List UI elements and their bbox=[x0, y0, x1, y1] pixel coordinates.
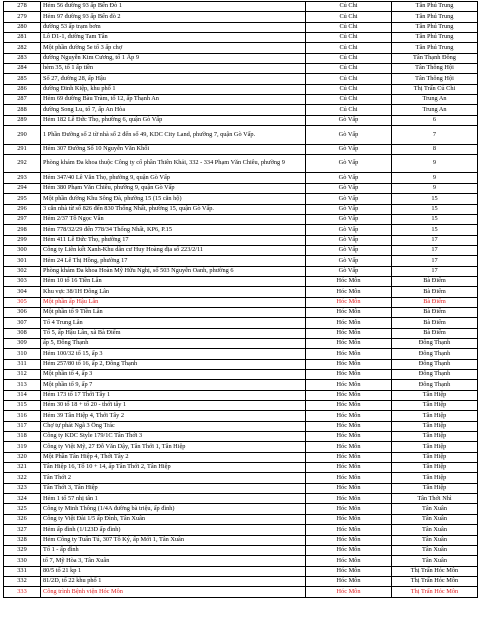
ward-cell: 15 bbox=[392, 214, 478, 224]
table-row bbox=[4, 587, 478, 597]
row-number-cell: 289 bbox=[4, 115, 41, 125]
ward-cell: Đông Thạnh bbox=[392, 359, 478, 369]
ward-cell: Tân Hiệp bbox=[392, 401, 478, 411]
row-number-cell: 306 bbox=[4, 307, 41, 317]
row-number-cell: 333 bbox=[4, 587, 41, 597]
ward-cell: Trung An bbox=[392, 95, 478, 105]
district-cell: Gò Vấp bbox=[306, 194, 392, 204]
address-cell: Một Phần Tân Hiệp 4, Thới Tây 2 bbox=[41, 452, 306, 462]
address-cell: Hẻm 307 Đường Số 10 Nguyễn Văn Khối bbox=[41, 144, 306, 154]
address-cell: Hẻm 10 tổ 16 Tiền Lân bbox=[41, 276, 306, 286]
address-cell: Một phần đường Khu Sông Đà, phường 15 (15 căn hộ) bbox=[41, 194, 306, 204]
table-row bbox=[4, 463, 478, 473]
row-number-cell: 290 bbox=[4, 126, 41, 145]
district-cell: Hóc Môn bbox=[306, 566, 392, 576]
address-cell: Phòng khám Đa khoa Hoàn Mỹ Hữu Nghị, số 503 Nguyễn Oanh, phường 6 bbox=[41, 266, 306, 276]
district-cell: Hóc Môn bbox=[306, 525, 392, 535]
row-number-cell: 303 bbox=[4, 276, 41, 286]
table-row bbox=[4, 204, 478, 214]
district-cell: Hóc Môn bbox=[306, 338, 392, 348]
table-row bbox=[4, 105, 478, 115]
address-cell: đường Nguyễn Kim Cương, tổ 1 Ấp 9 bbox=[41, 53, 306, 63]
address-cell: Tổ 4 Trung Lân bbox=[41, 318, 306, 328]
table-row bbox=[4, 95, 478, 105]
row-number-cell: 314 bbox=[4, 390, 41, 400]
ward-cell: Tân Phú Trung bbox=[392, 22, 478, 32]
row-number-cell: 292 bbox=[4, 154, 41, 173]
table-row bbox=[4, 380, 478, 390]
address-cell: Hẻm 2/37 Tô Ngọc Vân bbox=[41, 214, 306, 224]
table-row bbox=[4, 12, 478, 22]
ward-cell: 9 bbox=[392, 173, 478, 183]
district-cell: Gò Vấp bbox=[306, 115, 392, 125]
table-row bbox=[4, 525, 478, 535]
address-cell: Hẻm Công ty Tuấn Tú, 307 Tô Ký, ấp Mới 1, Tân Xuân bbox=[41, 535, 306, 545]
district-cell: Hóc Môn bbox=[306, 328, 392, 338]
district-cell: Gò Vấp bbox=[306, 204, 392, 214]
district-cell: Củ Chi bbox=[306, 43, 392, 53]
district-cell: Củ Chi bbox=[306, 95, 392, 105]
district-cell: Gò Vấp bbox=[306, 126, 392, 145]
row-number-cell: 300 bbox=[4, 245, 41, 255]
district-cell: Hóc Môn bbox=[306, 514, 392, 524]
address-cell: Hẻm 1 tổ 57 nhị tân 1 bbox=[41, 494, 306, 504]
row-number-cell: 317 bbox=[4, 421, 41, 431]
address-cell: Hẻm 411 Lê Đức Thọ, phường 17 bbox=[41, 235, 306, 245]
address-cell: Hẻm 347/40 Lê Văn Thọ, phường 9, quận Gò Vấp bbox=[41, 173, 306, 183]
address-cell: Tổ 5, ấp Hậu Lân, xã Bà Điểm bbox=[41, 328, 306, 338]
row-number-cell: 288 bbox=[4, 105, 41, 115]
table-row bbox=[4, 53, 478, 63]
district-cell: Hóc Môn bbox=[306, 576, 392, 586]
ward-cell: Tân Xuân bbox=[392, 504, 478, 514]
address-cell: đường 53 ấp trạm bơm bbox=[41, 22, 306, 32]
district-cell: Hóc Môn bbox=[306, 401, 392, 411]
row-number-cell: 316 bbox=[4, 411, 41, 421]
ward-cell: Đông Thạnh bbox=[392, 370, 478, 380]
table-row bbox=[4, 432, 478, 442]
district-cell: Gò Vấp bbox=[306, 235, 392, 245]
ward-cell: Tân Phú Trung bbox=[392, 12, 478, 22]
ward-cell: Tân Xuân bbox=[392, 514, 478, 524]
district-cell: Hóc Môn bbox=[306, 432, 392, 442]
district-cell: Hóc Môn bbox=[306, 442, 392, 452]
row-number-cell: 328 bbox=[4, 535, 41, 545]
address-cell: Tân Thới 2 bbox=[41, 473, 306, 483]
district-cell: Hóc Môn bbox=[306, 504, 392, 514]
district-cell: Hóc Môn bbox=[306, 276, 392, 286]
ward-cell: Tân Hiệp bbox=[392, 390, 478, 400]
ward-cell: Bà Điểm bbox=[392, 297, 478, 307]
address-cell: 3 căn nhà từ số 826 đến 830 Thống Nhất, phường 15, quận Gò Vấp. bbox=[41, 204, 306, 214]
ward-cell: Tân Hiệp bbox=[392, 421, 478, 431]
district-cell: Gò Vấp bbox=[306, 214, 392, 224]
table-row bbox=[4, 126, 478, 145]
address-cell: tổ 7, Mỹ Hòa 3, Tân Xuân bbox=[41, 556, 306, 566]
table-row bbox=[4, 43, 478, 53]
ward-cell: 17 bbox=[392, 266, 478, 276]
row-number-cell: 310 bbox=[4, 349, 41, 359]
row-number-cell: 323 bbox=[4, 483, 41, 493]
ward-cell: 9 bbox=[392, 183, 478, 193]
address-table bbox=[3, 1, 478, 598]
ward-cell: Bà Điểm bbox=[392, 328, 478, 338]
table-row bbox=[4, 154, 478, 173]
table-row bbox=[4, 297, 478, 307]
table-row bbox=[4, 245, 478, 255]
ward-cell: Đông Thạnh bbox=[392, 380, 478, 390]
ward-cell: Tân Hiệp bbox=[392, 483, 478, 493]
district-cell: Gò Vấp bbox=[306, 225, 392, 235]
table-row bbox=[4, 535, 478, 545]
ward-cell: 9 bbox=[392, 154, 478, 173]
row-number-cell: 286 bbox=[4, 84, 41, 94]
district-cell: Hóc Môn bbox=[306, 370, 392, 380]
table-row bbox=[4, 494, 478, 504]
row-number-cell: 281 bbox=[4, 33, 41, 43]
row-number-cell: 330 bbox=[4, 556, 41, 566]
district-cell: Gò Vấp bbox=[306, 256, 392, 266]
district-cell: Gò Vấp bbox=[306, 183, 392, 193]
row-number-cell: 308 bbox=[4, 328, 41, 338]
address-cell: Một phần tổ 4, ấp 3 bbox=[41, 370, 306, 380]
district-cell: Hóc Môn bbox=[306, 452, 392, 462]
table-row bbox=[4, 64, 478, 74]
ward-cell: Tân Hiệp bbox=[392, 463, 478, 473]
table-row bbox=[4, 421, 478, 431]
district-cell: Gò Vấp bbox=[306, 173, 392, 183]
ward-cell: 17 bbox=[392, 235, 478, 245]
table-row bbox=[4, 576, 478, 586]
address-cell: Một phần ấp Hậu Lân bbox=[41, 297, 306, 307]
ward-cell: Bà Điểm bbox=[392, 307, 478, 317]
ward-cell: 6 bbox=[392, 115, 478, 125]
row-number-cell: 324 bbox=[4, 494, 41, 504]
address-cell: Phòng khám Đa khoa thuộc Công ty cổ phần Thiên Khải, 332 - 334 Phạm Văn Chiêu, phường 9 bbox=[41, 154, 306, 173]
address-cell: Công trình Bệnh viện Hóc Môn bbox=[41, 587, 306, 597]
address-cell: 80/5 tổ 21 kp 1 bbox=[41, 566, 306, 576]
ward-cell: Tân Xuân bbox=[392, 525, 478, 535]
ward-cell: 17 bbox=[392, 245, 478, 255]
table-row bbox=[4, 452, 478, 462]
row-number-cell: 279 bbox=[4, 12, 41, 22]
ward-cell: Bà Điểm bbox=[392, 318, 478, 328]
district-cell: Hóc Môn bbox=[306, 556, 392, 566]
ward-cell: Bà Điểm bbox=[392, 276, 478, 286]
ward-cell: Tân Hiệp bbox=[392, 473, 478, 483]
row-number-cell: 302 bbox=[4, 266, 41, 276]
district-cell: Gò Vấp bbox=[306, 144, 392, 154]
address-table-body bbox=[4, 2, 478, 598]
district-cell: Hóc Môn bbox=[306, 380, 392, 390]
ward-cell: Tân Xuân bbox=[392, 535, 478, 545]
ward-cell: Tân Thông Hội bbox=[392, 74, 478, 84]
ward-cell: 8 bbox=[392, 144, 478, 154]
address-cell: Tân Hiệp 16, Tổ 10 + 14, ấp Tân Thới 2, Tân Hiệp bbox=[41, 463, 306, 473]
address-cell: Tổ 1 - ấp đình bbox=[41, 545, 306, 555]
ward-cell: Thị Trấn Củ Chi bbox=[392, 84, 478, 94]
ward-cell: Tân Phú Trung bbox=[392, 2, 478, 12]
ward-cell: Đông Thạnh bbox=[392, 338, 478, 348]
row-number-cell: 332 bbox=[4, 576, 41, 586]
ward-cell: 15 bbox=[392, 225, 478, 235]
district-cell: Củ Chi bbox=[306, 33, 392, 43]
table-row bbox=[4, 411, 478, 421]
row-number-cell: 282 bbox=[4, 43, 41, 53]
ward-cell: Tân Phú Trung bbox=[392, 43, 478, 53]
table-row bbox=[4, 349, 478, 359]
row-number-cell: 280 bbox=[4, 22, 41, 32]
table-row bbox=[4, 287, 478, 297]
row-number-cell: 284 bbox=[4, 64, 41, 74]
ward-cell: Thị Trấn Hóc Môn bbox=[392, 566, 478, 576]
row-number-cell: 297 bbox=[4, 214, 41, 224]
row-number-cell: 285 bbox=[4, 74, 41, 84]
address-cell: Hẻm 182 Lê Đức Thọ, phường 6, quận Gò Vấp bbox=[41, 115, 306, 125]
table-row bbox=[4, 266, 478, 276]
address-cell: Số 27, đường 28, ấp Hậu bbox=[41, 74, 306, 84]
address-cell: Công ty Việt Đài 1/5 ấp Đình, Tân Xuân bbox=[41, 514, 306, 524]
address-cell: Một phần tổ 9, ấp 7 bbox=[41, 380, 306, 390]
row-number-cell: 307 bbox=[4, 318, 41, 328]
row-number-cell: 320 bbox=[4, 452, 41, 462]
ward-cell: Tân Hiệp bbox=[392, 432, 478, 442]
district-cell: Củ Chi bbox=[306, 2, 392, 12]
address-cell: Chợ tự phát Ngã 3 Ông Trác bbox=[41, 421, 306, 431]
address-cell: đường Song Lu, tổ 7, ấp An Hòa bbox=[41, 105, 306, 115]
district-cell: Củ Chi bbox=[306, 64, 392, 74]
address-cell: Một phần đường 5e tổ 3 ấp chợ bbox=[41, 43, 306, 53]
table-row bbox=[4, 328, 478, 338]
district-cell: Gò Vấp bbox=[306, 266, 392, 276]
district-cell: Hóc Môn bbox=[306, 587, 392, 597]
ward-cell: 7 bbox=[392, 126, 478, 145]
address-cell: Tân Thới 3, Tân Hiệp bbox=[41, 483, 306, 493]
table-row bbox=[4, 144, 478, 154]
row-number-cell: 305 bbox=[4, 297, 41, 307]
address-cell: Công ty Minh Thông (1/4A đường bà triệu, ấp đình) bbox=[41, 504, 306, 514]
row-number-cell: 304 bbox=[4, 287, 41, 297]
row-number-cell: 321 bbox=[4, 463, 41, 473]
district-cell: Củ Chi bbox=[306, 12, 392, 22]
table-row bbox=[4, 359, 478, 369]
district-cell: Củ Chi bbox=[306, 22, 392, 32]
row-number-cell: 322 bbox=[4, 473, 41, 483]
district-cell: Hóc Môn bbox=[306, 463, 392, 473]
table-row bbox=[4, 401, 478, 411]
row-number-cell: 294 bbox=[4, 183, 41, 193]
table-row bbox=[4, 115, 478, 125]
ward-cell: 15 bbox=[392, 204, 478, 214]
row-number-cell: 313 bbox=[4, 380, 41, 390]
district-cell: Hóc Môn bbox=[306, 535, 392, 545]
ward-cell: Đông Thạnh bbox=[392, 349, 478, 359]
row-number-cell: 299 bbox=[4, 235, 41, 245]
address-cell: Hẻm 24 Lê Thị Hồng, phường 17 bbox=[41, 256, 306, 266]
district-cell: Gò Vấp bbox=[306, 154, 392, 173]
table-row bbox=[4, 22, 478, 32]
table-row bbox=[4, 566, 478, 576]
address-cell: ấp 5, Đông Thạnh bbox=[41, 338, 306, 348]
district-cell: Củ Chi bbox=[306, 84, 392, 94]
row-number-cell: 311 bbox=[4, 359, 41, 369]
district-cell: Hóc Môn bbox=[306, 307, 392, 317]
ward-cell: Tân Thông Hội bbox=[392, 64, 478, 74]
table-row bbox=[4, 74, 478, 84]
district-cell: Hóc Môn bbox=[306, 297, 392, 307]
row-number-cell: 295 bbox=[4, 194, 41, 204]
table-row bbox=[4, 390, 478, 400]
district-cell: Củ Chi bbox=[306, 105, 392, 115]
row-number-cell: 296 bbox=[4, 204, 41, 214]
ward-cell: Trung An bbox=[392, 105, 478, 115]
table-row bbox=[4, 84, 478, 94]
address-cell: Lô D1-1, đường Tam Tân bbox=[41, 33, 306, 43]
row-number-cell: 326 bbox=[4, 514, 41, 524]
ward-cell: Thị Trấn Hóc Môn bbox=[392, 576, 478, 586]
ward-cell: Tân Thới Nhì bbox=[392, 494, 478, 504]
table-row bbox=[4, 194, 478, 204]
district-cell: Củ Chi bbox=[306, 74, 392, 84]
ward-cell: Tân Hiệp bbox=[392, 411, 478, 421]
address-cell: Hẻm 69 đường Bàu Tràm, tổ 12, ấp Thạnh An bbox=[41, 95, 306, 105]
address-cell: Hẻm 100/32 tổ 15, ấp 3 bbox=[41, 349, 306, 359]
address-cell: Hẻm 380 Phạm Văn Chiêu, phường 9, quận Gò Vấp bbox=[41, 183, 306, 193]
table-row bbox=[4, 307, 478, 317]
row-number-cell: 291 bbox=[4, 144, 41, 154]
table-row bbox=[4, 483, 478, 493]
table-row bbox=[4, 514, 478, 524]
district-cell: Hóc Môn bbox=[306, 545, 392, 555]
table-row bbox=[4, 183, 478, 193]
ward-cell: 15 bbox=[392, 194, 478, 204]
table-row bbox=[4, 556, 478, 566]
row-number-cell: 298 bbox=[4, 225, 41, 235]
row-number-cell: 293 bbox=[4, 173, 41, 183]
row-number-cell: 318 bbox=[4, 432, 41, 442]
district-cell: Hóc Môn bbox=[306, 421, 392, 431]
district-cell: Hóc Môn bbox=[306, 359, 392, 369]
address-cell: Hẻm 30 tổ 18 + tổ 20 - thới tây 1 bbox=[41, 401, 306, 411]
row-number-cell: 329 bbox=[4, 545, 41, 555]
table-row bbox=[4, 338, 478, 348]
row-number-cell: 283 bbox=[4, 53, 41, 63]
table-row bbox=[4, 442, 478, 452]
table-row bbox=[4, 545, 478, 555]
district-cell: Hóc Môn bbox=[306, 390, 392, 400]
row-number-cell: 331 bbox=[4, 566, 41, 576]
district-cell: Gò Vấp bbox=[306, 245, 392, 255]
ward-cell: Tân Thạnh Đông bbox=[392, 53, 478, 63]
ward-cell: Bà Điểm bbox=[392, 287, 478, 297]
row-number-cell: 278 bbox=[4, 2, 41, 12]
row-number-cell: 327 bbox=[4, 525, 41, 535]
address-cell: Hẻm 173 tổ 17 Thới Tây 1 bbox=[41, 390, 306, 400]
district-cell: Hóc Môn bbox=[306, 411, 392, 421]
row-number-cell: 319 bbox=[4, 442, 41, 452]
address-cell: Hẻm 97 đường 93 ấp Bến đò 2 bbox=[41, 12, 306, 22]
address-cell: 1 Phần Đường số 2 từ nhà số 2 đến số 49, KDC City Land, phường 7, quận Gò Vấp. bbox=[41, 126, 306, 145]
table-row bbox=[4, 504, 478, 514]
row-number-cell: 301 bbox=[4, 256, 41, 266]
row-number-cell: 287 bbox=[4, 95, 41, 105]
row-number-cell: 309 bbox=[4, 338, 41, 348]
district-cell: Hóc Môn bbox=[306, 473, 392, 483]
table-row bbox=[4, 318, 478, 328]
table-row bbox=[4, 33, 478, 43]
table-row bbox=[4, 473, 478, 483]
ward-cell: Tân Xuân bbox=[392, 545, 478, 555]
ward-cell: Tân Hiệp bbox=[392, 452, 478, 462]
row-number-cell: 312 bbox=[4, 370, 41, 380]
ward-cell: 17 bbox=[392, 256, 478, 266]
address-table-sheet bbox=[3, 1, 477, 598]
address-cell: đường Đinh Kiệp, khu phố 1 bbox=[41, 84, 306, 94]
row-number-cell: 325 bbox=[4, 504, 41, 514]
ward-cell: Tân Xuân bbox=[392, 556, 478, 566]
ward-cell: Thị Trấn Hóc Môn bbox=[392, 587, 478, 597]
table-row bbox=[4, 225, 478, 235]
address-cell: hẻm 35, tổ 1 ấp tiền bbox=[41, 64, 306, 74]
table-row bbox=[4, 276, 478, 286]
address-cell: Công ty Liên kết Xanh-Khu dân cư Huy Hoàng địa số 223/2/11 bbox=[41, 245, 306, 255]
address-cell: Khu vực 38/1H Đông Lân bbox=[41, 287, 306, 297]
address-cell: Một phần tổ 9 Tiền Lân bbox=[41, 307, 306, 317]
address-cell: Hẻm 39 Tân Hiệp 4, Thới Tây 2 bbox=[41, 411, 306, 421]
table-row bbox=[4, 235, 478, 245]
address-cell: Công ty Việt Mỹ, 27 Đỗ Văn Dậy, Tân Thới 1, Tân Hiệp bbox=[41, 442, 306, 452]
district-cell: Hóc Môn bbox=[306, 483, 392, 493]
address-cell: Hẻm 56 đường 93 ấp Bến Đò 1 bbox=[41, 2, 306, 12]
address-cell: Hẻm 778/32/29 đến 778/34 Thống Nhất, KP6, P.15 bbox=[41, 225, 306, 235]
table-row bbox=[4, 173, 478, 183]
table-row bbox=[4, 256, 478, 266]
district-cell: Củ Chi bbox=[306, 53, 392, 63]
ward-cell: Tân Phú Trung bbox=[392, 33, 478, 43]
row-number-cell: 315 bbox=[4, 401, 41, 411]
table-row bbox=[4, 370, 478, 380]
address-cell: Hẻm ấp đình (1/123D ấp đình) bbox=[41, 525, 306, 535]
table-row bbox=[4, 2, 478, 12]
district-cell: Hóc Môn bbox=[306, 494, 392, 504]
district-cell: Hóc Môn bbox=[306, 349, 392, 359]
address-cell: 81/2D, tổ 22 khu phố 1 bbox=[41, 576, 306, 586]
district-cell: Hóc Môn bbox=[306, 318, 392, 328]
address-cell: Công ty KDC Style 179/1C Tân Thới 3 bbox=[41, 432, 306, 442]
address-cell: Hẻm 257/80 tổ 16, ấp 2, Đông Thạnh bbox=[41, 359, 306, 369]
table-row bbox=[4, 214, 478, 224]
ward-cell: Tân Hiệp bbox=[392, 442, 478, 452]
district-cell: Hóc Môn bbox=[306, 287, 392, 297]
